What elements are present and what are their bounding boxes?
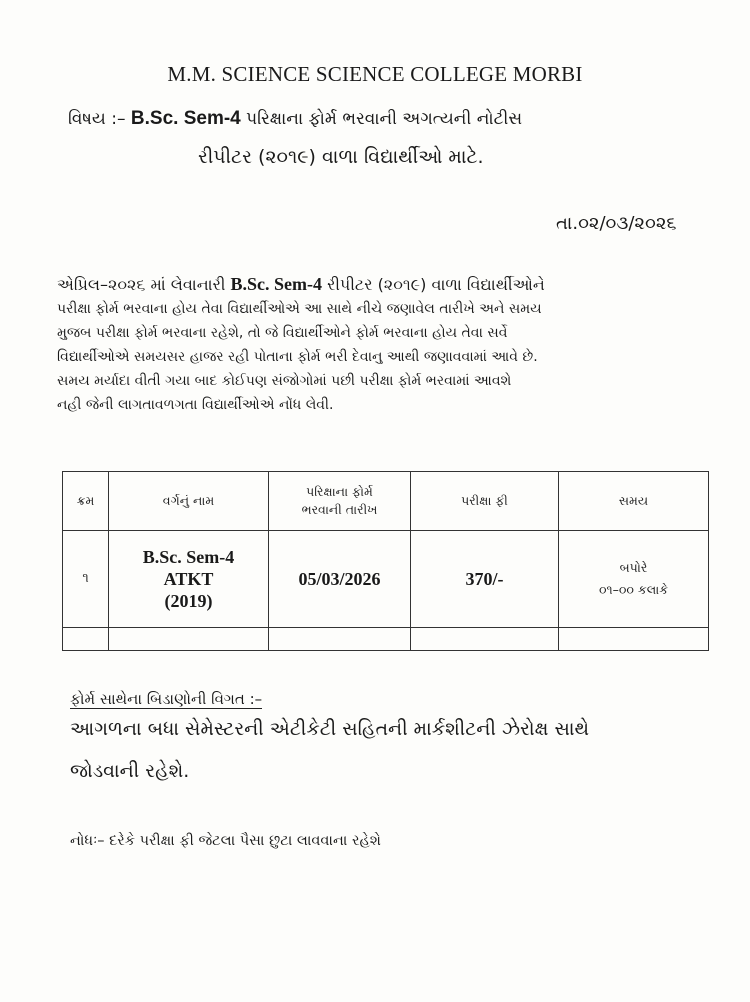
subject-prefix: વિષય :– — [68, 109, 126, 129]
header-form-date — [269, 472, 411, 531]
table-row — [63, 531, 709, 628]
college-name: M.M. SCIENCE SCIENCE COLLEGE MORBI — [167, 62, 583, 86]
table-row-blank — [63, 628, 709, 651]
blank-cell — [559, 628, 709, 651]
subject-course: B.Sc. Sem-4 — [130, 108, 241, 129]
header-form-date-l2: ભરવાની તારીખ — [301, 502, 378, 517]
attachments-title-text: ફોર્મ સાથેના બિડાણોની વિગત :– — [70, 690, 263, 708]
blank-cell — [411, 628, 559, 651]
notice-course: B.Sc. Sem-4 — [230, 274, 322, 294]
blank-cell — [63, 628, 109, 651]
notice-text: એપ્રિલ–૨૦૨૬ માં લેવાનારી — [57, 275, 231, 294]
attachments-line: જોડવાની રહેશે. — [70, 760, 190, 782]
header-form-date-l1: પરિક્ષાના ફોર્મ — [306, 484, 373, 499]
attachments-title — [70, 690, 262, 708]
class-line: (2019) — [164, 591, 213, 611]
footer-note: નોધઃ– દરેકે પરીક્ષા ફી જેટલા પૈસા છુટા લાવવાના રહેશે — [70, 833, 381, 849]
cell-form-date: 05/03/2026 — [269, 531, 411, 628]
notice-line: વિદ્યાર્થીઓએ સમયસર હાજર રહી પોતાના ફોર્મ ભરી દેવાનુ આથી જણાવવામાં આવે છે. — [57, 349, 538, 365]
notice-line: પરીક્ષા ફોર્મ ભરવાના હોય તેવા વિદ્યાર્થીઓએ આ સાથે નીચે જણાવેલ તારીખે અને સમય — [57, 301, 542, 317]
header-class-name: વર્ગનું નામ — [109, 472, 269, 531]
notice-subject — [68, 108, 522, 130]
notice-line: સમય મર્યાદા વીતી ગયા બાદ કોઈપણ સંજોગોમાં પછી પરીક્ષા ફોર્મ ભરવામાં આવશે — [57, 373, 512, 389]
header-time: સમય — [559, 472, 709, 531]
time-line: ૦૧–૦૦ કલાકે — [598, 582, 669, 597]
notice-line — [57, 272, 727, 297]
subject-text: પરિક્ષાના ફોર્મ ભરવાની અગત્યની નોટીસ — [246, 109, 523, 129]
cell-fee: 370/- — [411, 531, 559, 628]
class-line: ATKT — [163, 569, 214, 589]
class-line: B.Sc. Sem-4 — [142, 547, 235, 567]
attachments-line: આગળના બધા સેમેસ્ટરની એટીકેટી સહિતની માર્કશીટની ઝેરોક્ષ સાથે — [70, 718, 590, 740]
header-fee: પરીક્ષા ફી — [411, 472, 559, 531]
notice-line: નહી જેની લાગતાવળગતા વિદ્યાર્થીઓએ નોંધ લેવી. — [57, 397, 334, 413]
cell-time — [559, 531, 709, 628]
exam-form-table — [62, 471, 709, 651]
cell-serial: ૧ — [63, 531, 109, 628]
blank-cell — [109, 628, 269, 651]
blank-cell — [269, 628, 411, 651]
notice-body — [57, 272, 727, 417]
cell-class-name — [109, 531, 269, 628]
table-header-row — [63, 472, 709, 531]
header-serial: ક્રમ — [63, 472, 109, 531]
subject-line-2: રીપીટર (૨૦૧૯) વાળા વિદ્યાર્થીઓ માટે. — [198, 146, 484, 168]
notice-date: તા.૦૨/૦૩/૨૦૨૬ — [556, 213, 677, 234]
time-line: બપોરે — [619, 560, 648, 575]
notice-line: મુજબ પરીક્ષા ફોર્મ ભરવાના રહેશે, તો જે વિદ્યાર્થીઓને ફોર્મ ભરવાના હોય તેવા સર્વે — [57, 325, 508, 341]
notice-text: રીપીટર (૨૦૧૯) વાળા વિદ્યાર્થીઓને — [322, 275, 545, 294]
